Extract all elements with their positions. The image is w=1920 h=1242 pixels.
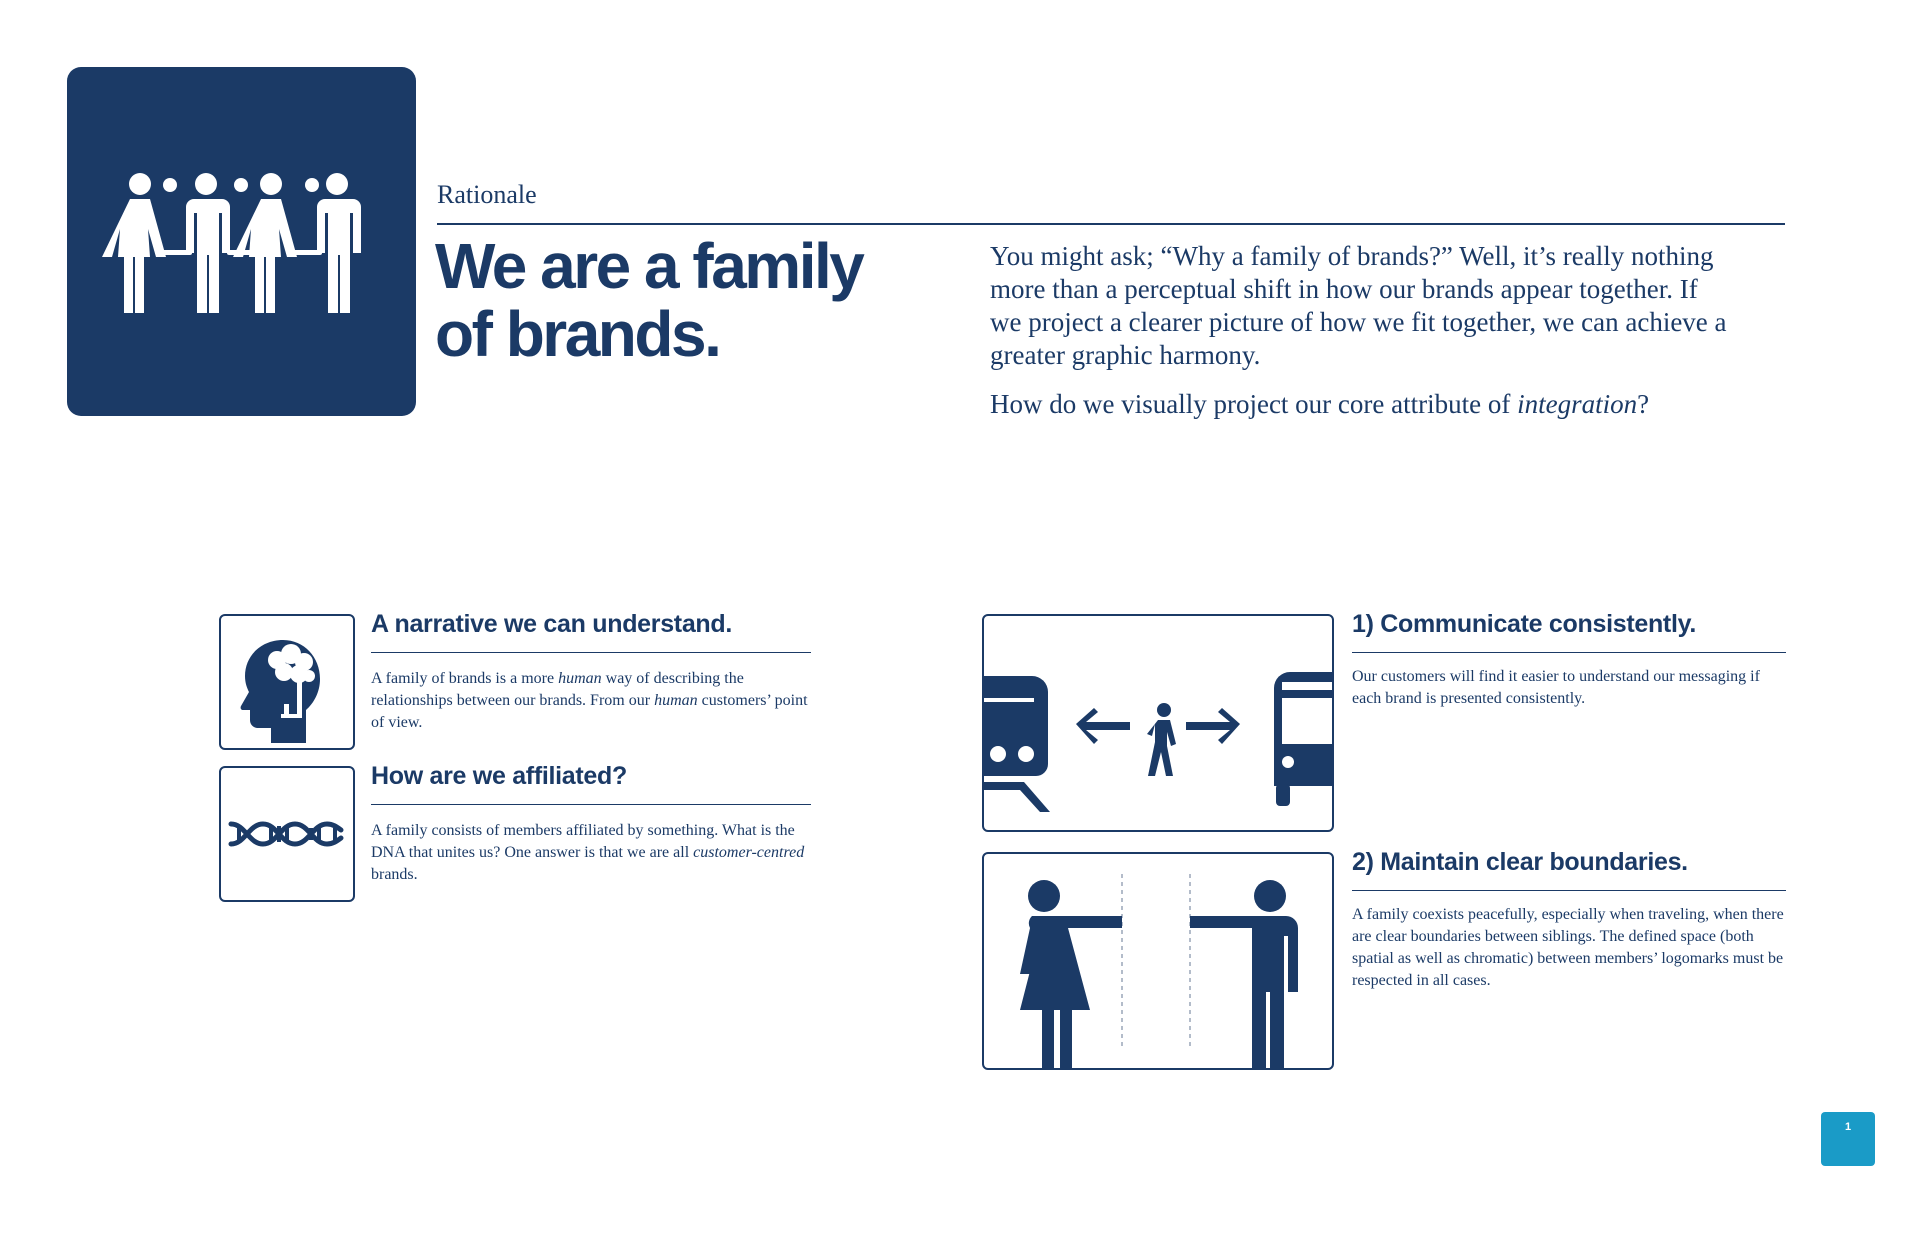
page-number-badge: 1: [1821, 1112, 1875, 1166]
intro-paragraph-1: You might ask; “Why a family of brands?” Well, it’s really nothing more than a perceptual shift in how our brands appear together. If we project a clearer picture of how we fit together, we can achieve a greater graphic harmony.: [990, 241, 1727, 370]
section-eyebrow: Rationale: [437, 180, 537, 209]
narrative-text-c: customers’ point of view.: [371, 692, 808, 731]
dna-icon: [221, 768, 353, 900]
narrative-text-b: way of describing the relationships between our brands. From our: [371, 670, 744, 709]
intro-text: [990, 240, 1730, 437]
section-heading-affiliated: How are we affiliated?: [371, 762, 627, 790]
section-divider: [371, 804, 811, 805]
affiliated-text-a: A family consists of members affiliated by something. What is the DNA that unites us? One answer is that we are all: [371, 822, 795, 861]
page-title: [435, 232, 995, 368]
section-body-boundaries: A family coexists peacefully, especially when traveling, when there are clear boundaries between siblings. The defined space (both spatial as well as chromatic) between members’ logomarks must be respected in all cases.: [1352, 906, 1784, 989]
page-title-line1: We are a family: [435, 230, 863, 302]
section-divider: [371, 652, 811, 653]
affiliated-text-b: brands.: [371, 866, 418, 883]
intro-p2-suffix: ?: [1637, 389, 1650, 419]
affiliated-emph: customer-centred: [693, 844, 805, 861]
section-body-affiliated: [371, 820, 811, 886]
section-heading-communicate: 1) Communicate consistently.: [1352, 610, 1696, 638]
narrative-emph-b: human: [654, 692, 698, 709]
head-icon-tile: [219, 614, 355, 750]
train-pedestrian-bus-icon: [984, 616, 1332, 830]
section-divider: [1352, 890, 1786, 891]
dna-icon-tile: [219, 766, 355, 902]
woman-man-boundary-icon: [984, 854, 1332, 1068]
intro-p2-emphasis: integration: [1517, 389, 1638, 419]
narrative-emph-a: human: [558, 670, 602, 687]
section-body-narrative: [371, 668, 811, 734]
page-title-line2: of brands.: [435, 298, 720, 370]
head-brain-icon: [221, 616, 353, 748]
intro-paragraph-2: [990, 388, 1730, 421]
boundary-icon-tile: [982, 852, 1334, 1070]
family-icon-tile: [67, 67, 416, 416]
intro-p2-prefix: How do we visually project our core attribute of: [990, 389, 1518, 419]
family-people-icon: [67, 67, 416, 416]
section-heading-narrative: A narrative we can understand.: [371, 610, 733, 638]
section-body-communicate: Our customers will find it easier to understand our messaging if each brand is presented consistently.: [1352, 668, 1760, 707]
narrative-text-a: A family of brands is a more: [371, 670, 559, 687]
transit-icon-tile: [982, 614, 1334, 832]
header-divider: [437, 223, 1785, 225]
section-divider: [1352, 652, 1786, 653]
section-heading-boundaries: 2) Maintain clear boundaries.: [1352, 848, 1688, 876]
